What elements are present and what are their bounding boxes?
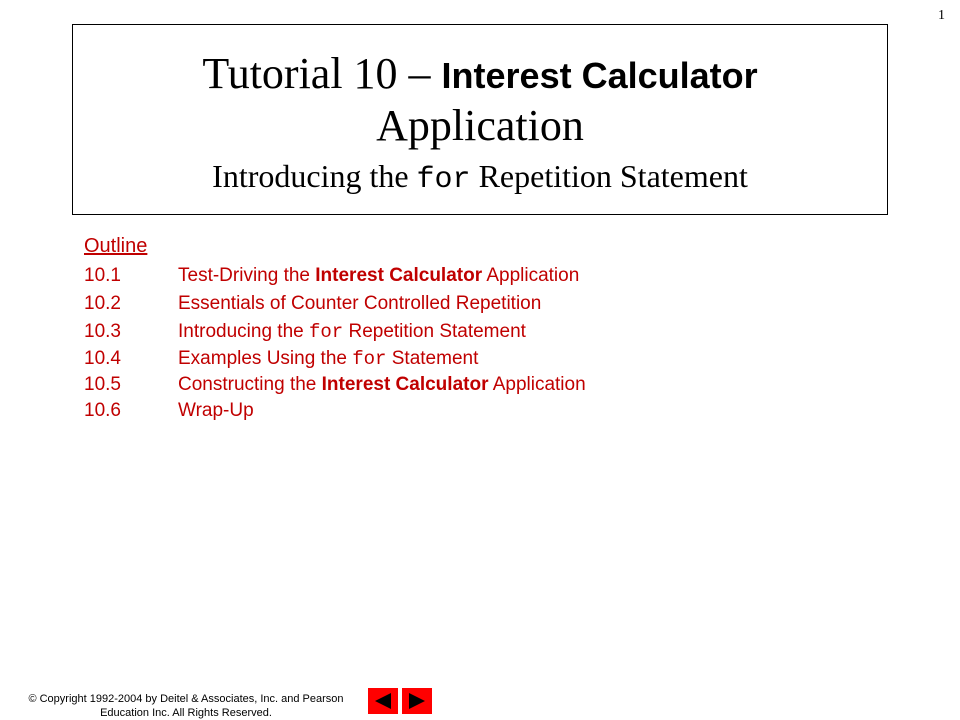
slide-number: 1 (938, 8, 945, 23)
title-line-2: Application (376, 101, 584, 150)
outline-item-number: 10.3 (84, 321, 121, 342)
outline-item-label: Examples Using the for Statement (178, 348, 479, 370)
subtitle-code: for (416, 163, 471, 197)
outline-item-10-5[interactable] (84, 372, 586, 398)
subtitle-suffix: Repetition Statement (478, 158, 748, 194)
triangle-right-icon (406, 692, 428, 710)
outline-item-label: Essentials of Counter Controlled Repetition (178, 293, 542, 314)
outline-item-label: Wrap-Up (178, 400, 254, 421)
outline-item-number: 10.6 (84, 400, 121, 421)
outline-item-10-4[interactable] (84, 346, 586, 372)
title-app-name: Interest Calculator (441, 55, 758, 96)
subtitle-prefix: Introducing the (212, 158, 409, 194)
outline-item-label: Constructing the Interest Calculator Application (178, 374, 586, 395)
title-line-1 (73, 49, 887, 101)
next-slide-button[interactable] (402, 688, 432, 714)
outline-item-10-3[interactable] (84, 318, 586, 346)
outline-item-number: 10.4 (84, 348, 121, 369)
subtitle (73, 157, 887, 199)
title-prefix: Tutorial 10 – (202, 49, 431, 98)
triangle-left-icon (372, 692, 394, 710)
title-box (72, 24, 888, 215)
outline-item-number: 10.2 (84, 293, 121, 314)
outline-item-10-2[interactable] (84, 290, 586, 318)
previous-slide-button[interactable] (368, 688, 398, 714)
outline-item-label: Introducing the for Repetition Statement (178, 321, 526, 343)
outline-item-10-1[interactable] (84, 262, 586, 290)
outline-item-10-6[interactable] (84, 398, 586, 424)
outline-item-number: 10.1 (84, 265, 121, 286)
copyright-notice: © Copyright 1992-2004 by Deitel & Associates, Inc. and Pearson Education Inc. All Rights Reserved. (28, 693, 344, 719)
outline (84, 234, 586, 424)
outline-heading[interactable]: Outline (84, 235, 148, 257)
outline-item-label: Test-Driving the Interest Calculator Application (178, 265, 580, 286)
outline-item-number: 10.5 (84, 374, 121, 395)
